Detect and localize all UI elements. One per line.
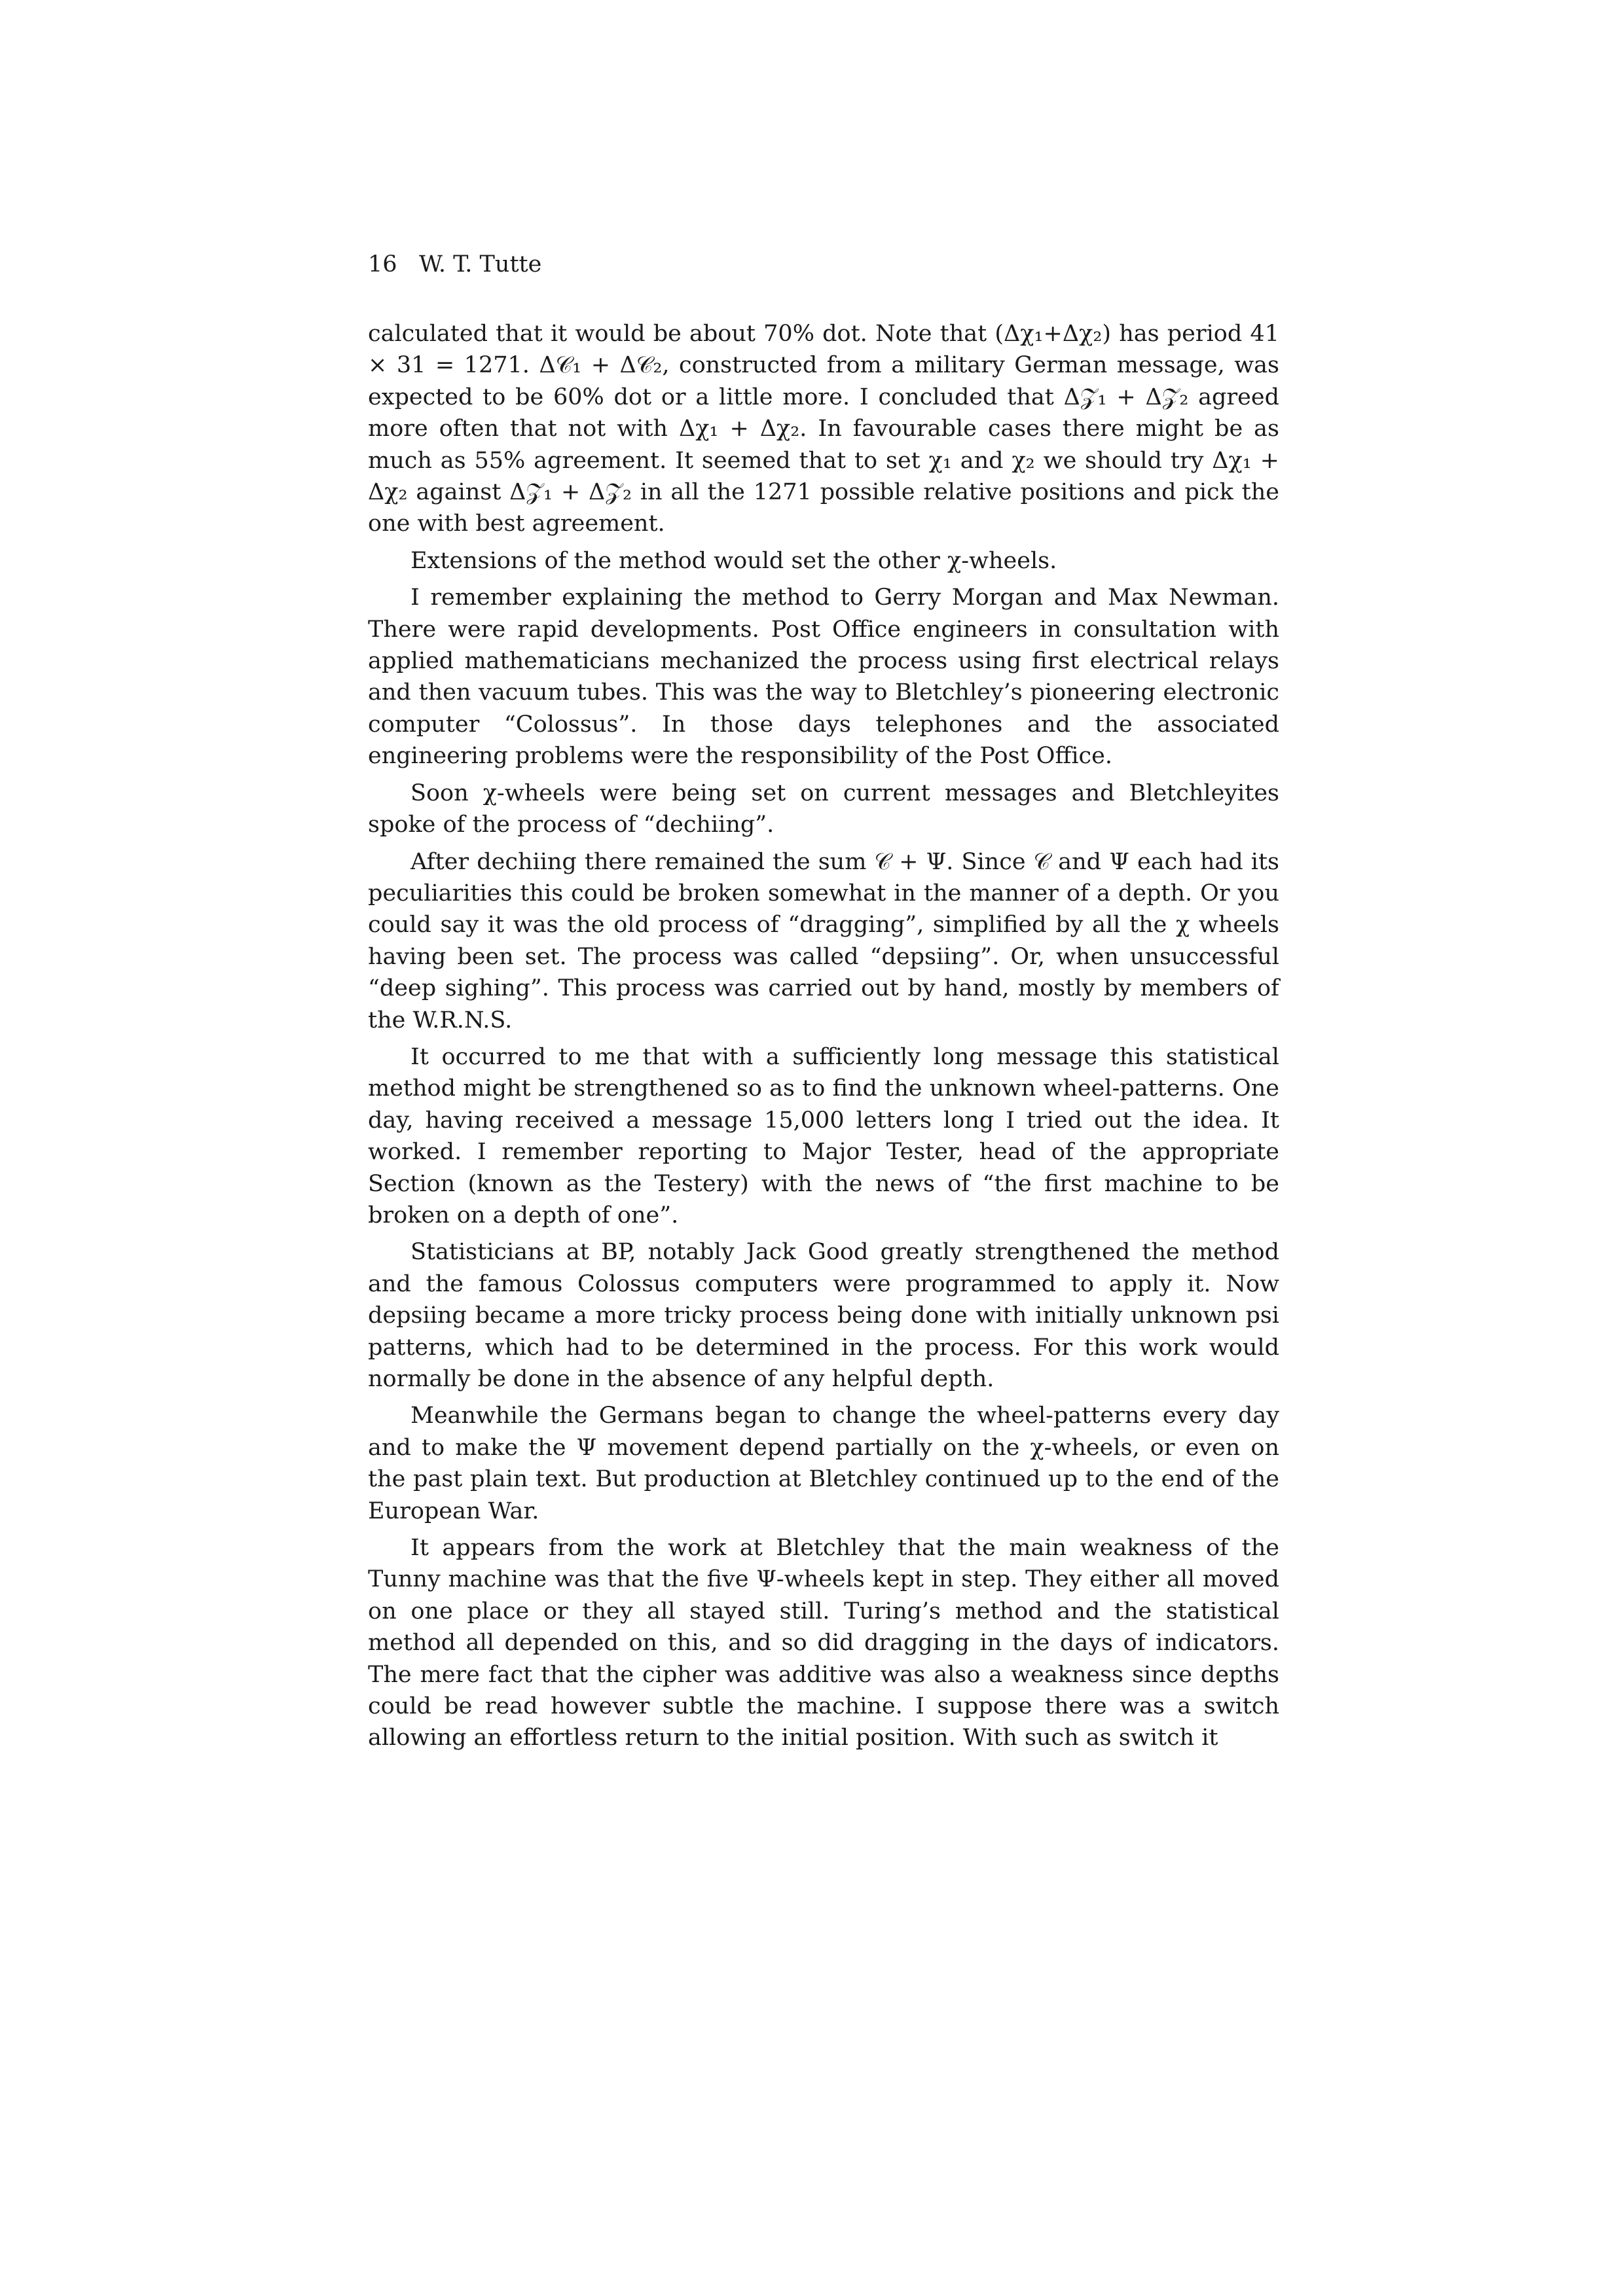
paragraph: I remember explaining the method to Gerry Morgan and Max Newman. There were rapid developments. Post Office engineers in consultation with applied mathematicians mechanized the process using first electrical relays and then vacuum tubes. This was the way to Bletchley’s pioneering electronic computer “Colossus”. In those days telephones and the associated engineering problems were the responsibility of the Post Office. xyxy=(368,584,1279,770)
paragraph: Soon χ-wheels were being set on current messages and Bletchleyites spoke of the process of “dechiing”. xyxy=(368,780,1279,838)
paragraph: It occurred to me that with a sufficiently long message this statistical method might be strengthened so as to find the unknown wheel-patterns. One day, having received a message 15,000 letters long I tried out the idea. It worked. I remember reporting to Major Tester, head of the appropriate Section (known as the Testery) with the news of “the first machine to be broken on a depth of one”. xyxy=(368,1043,1279,1229)
paragraph: Extensions of the method would set the other χ-wheels. xyxy=(410,547,1057,574)
paragraph: Statisticians at BP, notably Jack Good greatly strengthened the method and the famous Colossus computers were programmed to apply it. Now depsiing became a more tricky process being done with initially unknown psi patterns, which had to be determined in the process. For this work would normally be done in the absence of any helpful depth. xyxy=(368,1239,1279,1392)
paragraph: After dechiing there remained the sum 𝒞 + Ψ. Since 𝒞 and Ψ each had its peculiarities this could be broken somewhat in the manner of a depth. Or you could say it was the old process of “dragging”, simplified by all the χ wheels having been set. The process was called “depsiing”. Or, when unsuccessful “deep sighing”. This process was carried out by hand, mostly by members of the W.R.N.S. xyxy=(368,848,1279,1033)
paragraph: Meanwhile the Germans began to change the wheel-patterns every day and to make the Ψ movement depend partially on the χ-wheels, or even on the past plain text. But production at Bletchley continued up to the end of the European War. xyxy=(368,1403,1279,1524)
paragraph: It appears from the work at Bletchley that the main weakness of the Tunny machine was that the five Ψ-wheels kept in step. They either all moved on one place or they all stayed still. Turing’s method and the statistical method all depended on this, and so did dragging in the days of indicators. The mere fact that the cipher was additive was also a weakness since depths could be read however subtle the machine. I suppose there was a switch allowing an effortless return to the initial position. With such as switch it xyxy=(368,1535,1279,1751)
paragraph: calculated that it would be about 70% dot. Note that (Δχ₁+Δχ₂) has period 41 × 31 = 1271. Δ𝒞₁ + Δ𝒞₂, constructed from a military German message, was expected to be 60% dot or a little more. I concluded that Δ𝒵₁ + Δ𝒵₂ agreed more often that not with Δχ₁ + Δχ₂. In favourable cases there might be as much as 55% agreement. It seemed that to set χ₁ and χ₂ we should try Δχ₁ + Δχ₂ against Δ𝒵₁ + Δ𝒵₂ in all the 1271 possible relative positions and pick the one with best agreement. xyxy=(368,321,1279,537)
author-name: W. T. Tutte xyxy=(419,251,542,278)
body-text xyxy=(368,318,1279,1754)
page-number: 16 xyxy=(368,251,397,278)
running-head xyxy=(368,250,541,279)
